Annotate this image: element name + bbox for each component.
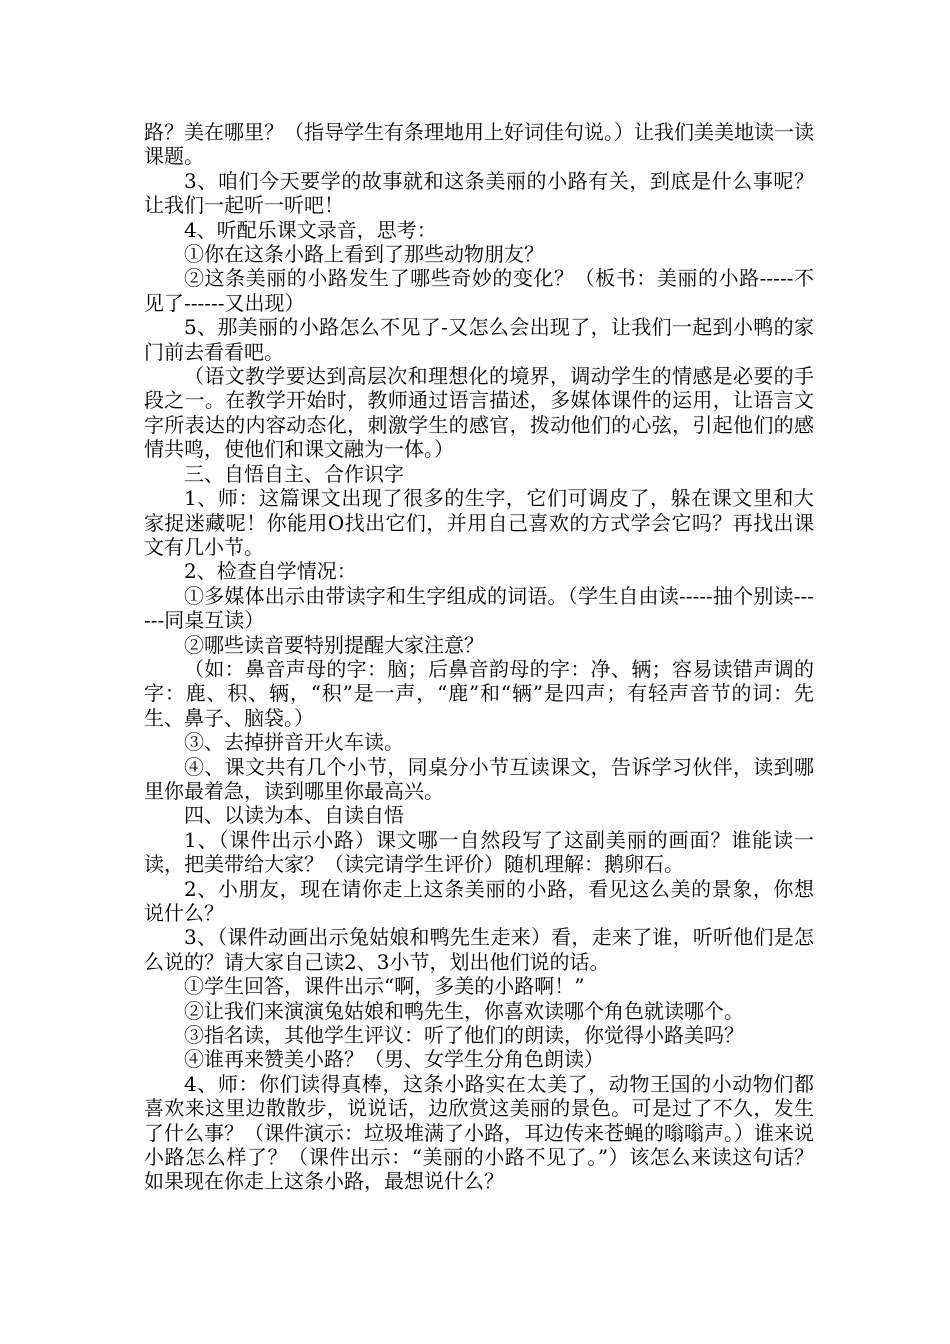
- paragraph-continued-reading-title: 路？美在哪里？（指导学生有条理地用上好词佳句说。）让我们美美地读一读课题。: [144, 120, 814, 169]
- paragraph-praise-path: ④谁再来赞美小路？（男、女学生分角色朗读）: [184, 1047, 604, 1072]
- paragraph-pronunciation-examples: （如：鼻音声母的字：脑；后鼻音韵母的字：净、辆；容易读错声调的字：鹿、积、辆，“积”是一声，“鹿”和“辆”是四声；有轻声音节的词：先生、鼻子、脑袋。）: [144, 656, 814, 730]
- paragraph-multimedia-words: ①多媒体出示由带读字和生字组成的词语。（学生自由读-----抽个别读------同桌互读）: [144, 583, 814, 633]
- paragraph-teaching-note: （语文教学要达到高层次和理想化的境界，调动学生的情感是必要的手段之一。在教学开始时，教师通过语言描述，多媒体课件的运用，让语言文字所表达的内容动态化，刺激学生的感官，拨动他们的心弦，引起他们的感情共鸣，使他们和课文融为一体。）: [144, 364, 814, 462]
- paragraph-pronunciation-attention: ②哪些读音要特别提醒大家注意？: [184, 632, 484, 657]
- paragraph-rabbit-duck: 3、（课件动画出示兔姑娘和鸭先生走来）看，走来了谁，听听他们是怎么说的？请大家自己读2、3小节，划出他们说的话。: [144, 925, 814, 974]
- paragraph-teacher-new-words: 1、师：这篇课文出现了很多的生字，它们可调皮了，躲在课文里和大家捉迷藏呢！你能用O找出它们，并用自己喜欢的方式学会它吗？再找出课文有几小节。: [144, 486, 814, 559]
- paragraph-student-answer: ①学生回答，课件出示“啊，多美的小路啊！”: [184, 974, 585, 999]
- section-heading-3: 三、自悟自主、合作识字: [184, 461, 404, 486]
- paragraph-named-reading: ③指名读，其他学生评议：听了他们的朗读，你觉得小路美吗？: [184, 1023, 744, 1048]
- paragraph-role-play: ②让我们来演演兔姑娘和鸭先生，你喜欢读哪个角色就读哪个。: [184, 998, 744, 1023]
- paragraph-courseware-path: 1、（课件出示小路）课文哪一自然段写了这副美丽的画面？谁能读一读，把美带给大家？（读完请学生评价）随机理解：鹅卵石。: [144, 827, 814, 877]
- paragraph-check-self-study: 2、检查自学情况：: [184, 559, 357, 584]
- paragraph-train-reading: ③、去掉拼音开火车读。: [184, 730, 404, 755]
- paragraph-step-3-story: 3、咱们今天要学的故事就和这条美丽的小路有关，到底是什么事呢？让我们一起听一听吧！: [144, 168, 814, 218]
- paragraph-question-animals: ①你在这条小路上看到了那些动物朋友？: [184, 242, 544, 267]
- paragraph-step-4-listen: 4、听配乐课文录音，思考：: [184, 217, 437, 242]
- document-page: [144, 120, 814, 1194]
- paragraph-partner-reading: ④、课文共有几个小节，同桌分小节互读课文，告诉学习伙伴，读到哪里你最着急，读到哪里你最高兴。: [144, 754, 814, 803]
- paragraph-step-5-duck-home: 5、那美丽的小路怎么不见了-又怎么会出现了，让我们一起到小鸭的家门前去看看吧。: [144, 315, 814, 364]
- paragraph-teacher-path-gone: 4、师：你们读得真棒，这条小路实在太美了，动物王国的小动物们都喜欢来这里边散散步，说说话，边欣赏这美丽的景色。可是过了不久，发生了什么事？（课件演示：垃圾堆满了小路，耳边传来苍蝇的嗡嗡声。）谁来说小路怎么样了？（课件出示：“美丽的小路不见了。”）该怎么来读这句话？如果现在你走上这条小路，最想说什么？: [144, 1071, 814, 1194]
- section-heading-4: 四、以读为本、自读自悟: [184, 803, 404, 828]
- paragraph-question-changes: ②这条美丽的小路发生了哪些奇妙的变化？（板书：美丽的小路-----不见了------又出现）: [144, 266, 814, 315]
- paragraph-walk-path: 2、小朋友，现在请你走上这条美丽的小路，看见这么美的景象，你想说什么？: [144, 876, 814, 925]
